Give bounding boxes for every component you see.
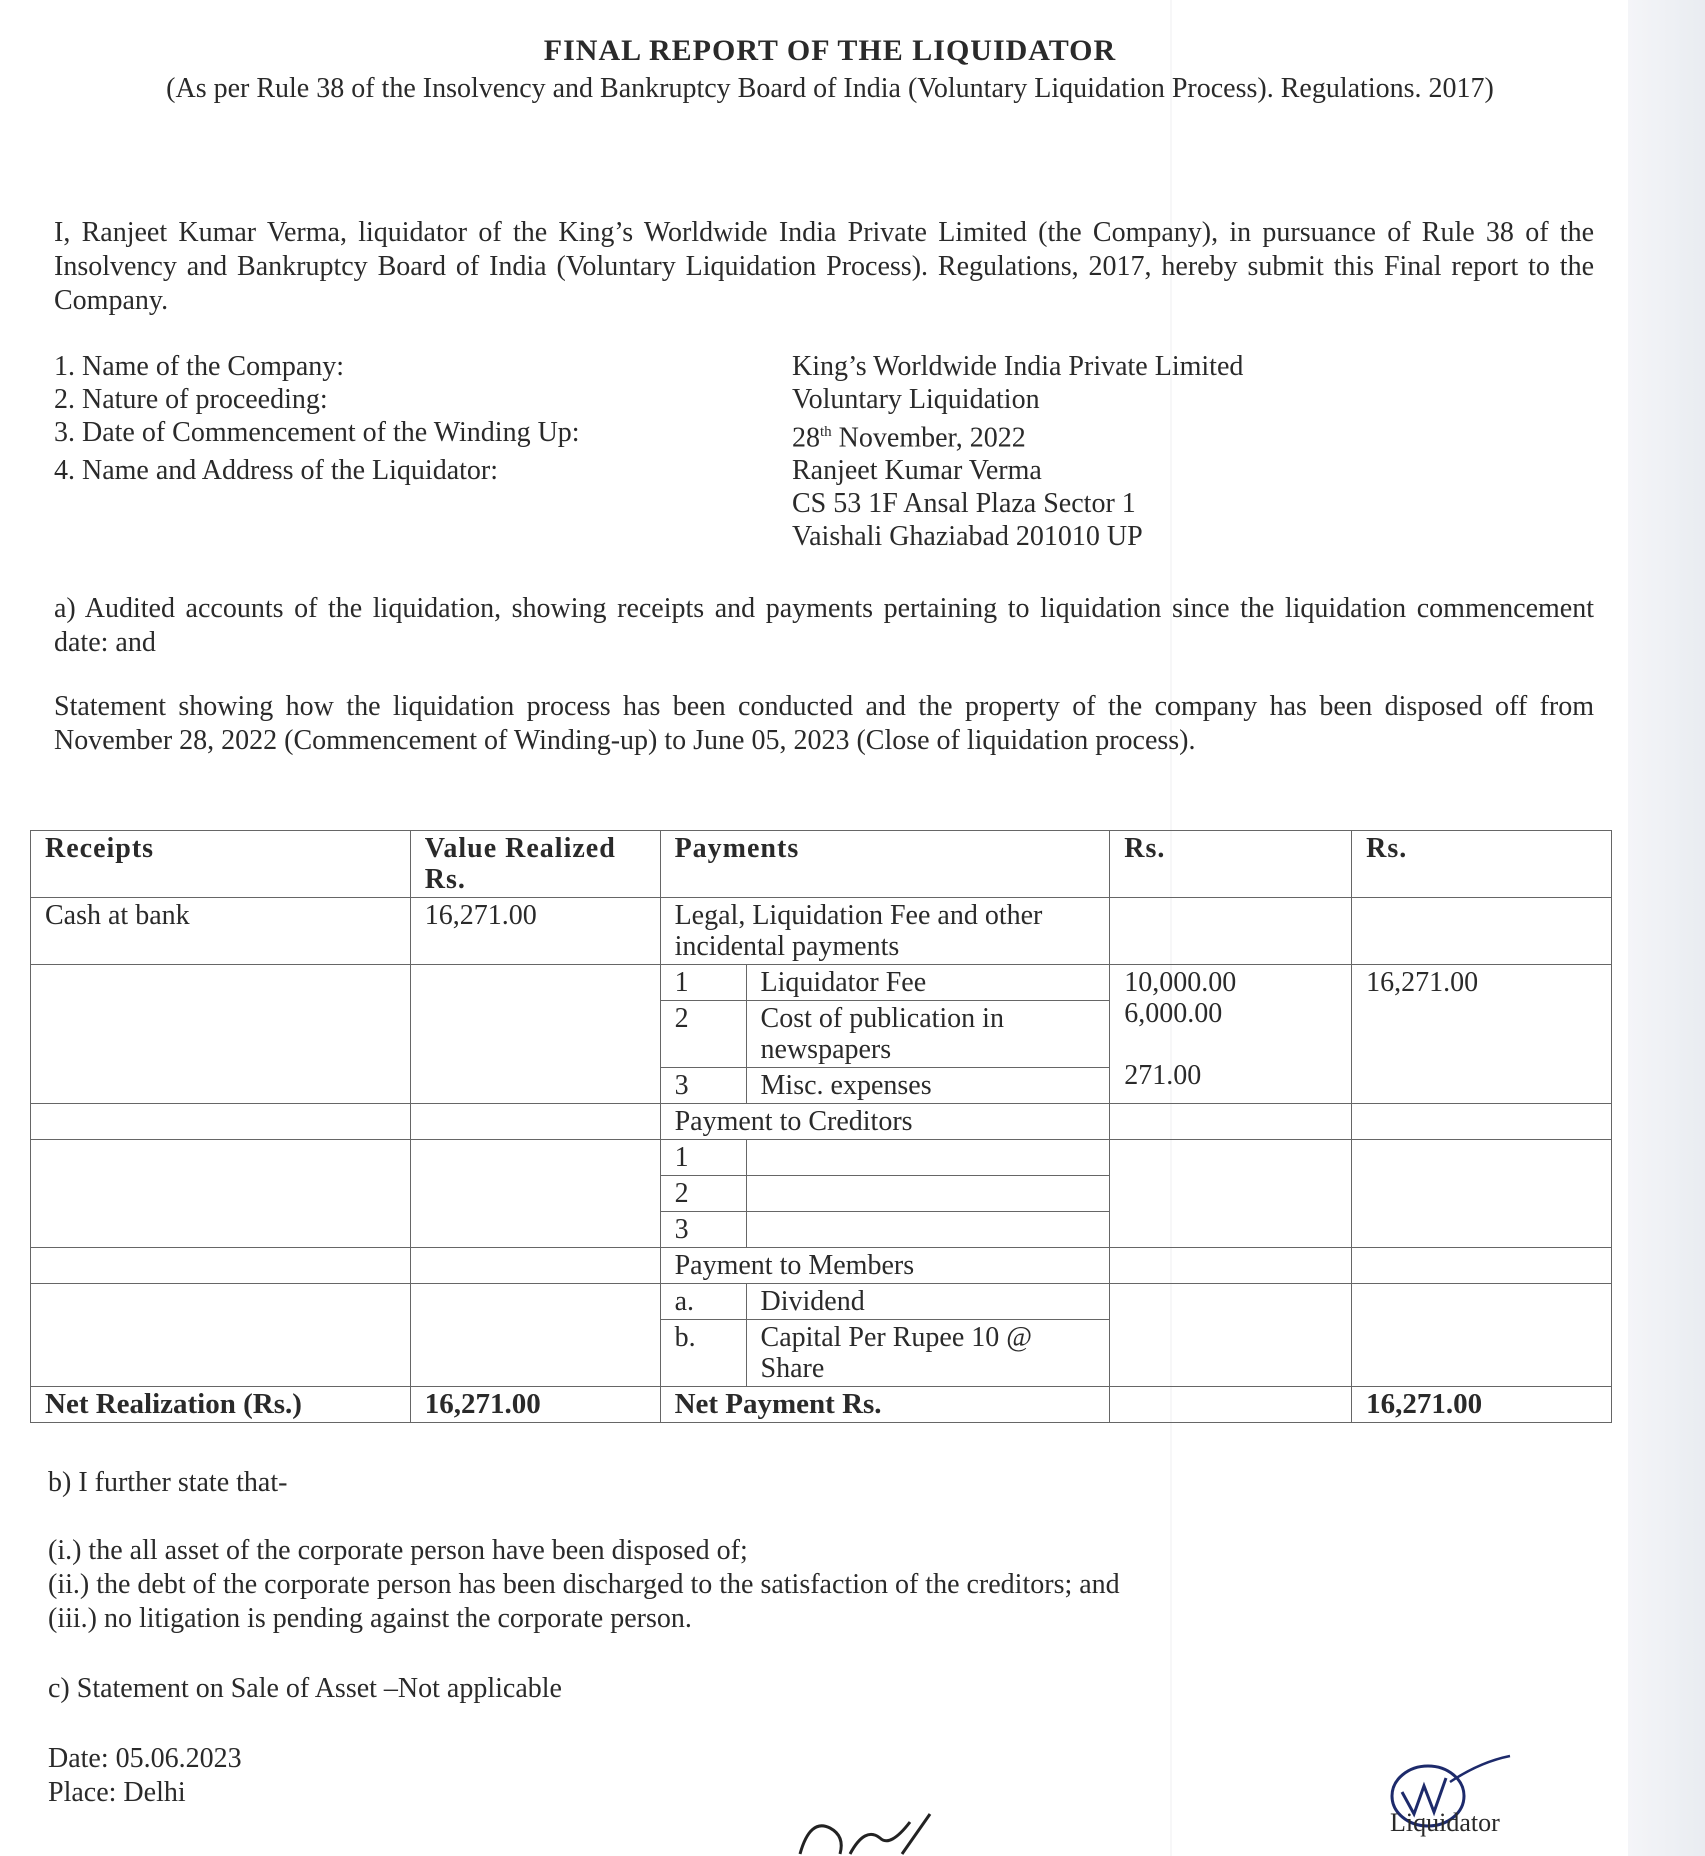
header-payments: Payments bbox=[660, 831, 1110, 898]
further-item: (i.) the all asset of the corporate person have been disposed of; bbox=[48, 1535, 748, 1566]
expense-amounts bbox=[1110, 965, 1352, 1104]
member-no: a. bbox=[660, 1284, 746, 1320]
expense-no: 3 bbox=[660, 1068, 746, 1104]
report-date: Date: 05.06.2023 bbox=[48, 1743, 242, 1774]
detail-value: Vaishali Ghaziabad 201010 UP bbox=[792, 521, 1143, 553]
detail-row bbox=[54, 416, 1554, 454]
detail-label bbox=[54, 487, 792, 520]
cash-at-bank-value: 16,271.00 bbox=[410, 898, 660, 965]
scan-edge bbox=[1628, 0, 1705, 1856]
table-total-row bbox=[31, 1387, 1612, 1423]
creditors-label: Payment to Creditors bbox=[660, 1104, 1110, 1140]
net-payment-label: Net Payment Rs. bbox=[660, 1387, 1110, 1423]
table-row bbox=[31, 1140, 1612, 1176]
document-subtitle: (As per Rule 38 of the Insolvency and Bankruptcy Board of India (Voluntary Liquidation Process). Regulations. 2017) bbox=[166, 73, 1494, 104]
detail-value: King’s Worldwide India Private Limited bbox=[792, 351, 1244, 382]
creditor-no: 3 bbox=[660, 1212, 746, 1248]
detail-row bbox=[54, 350, 1554, 383]
receipts-payments-table bbox=[30, 830, 1612, 1423]
detail-label: 3. Date of Commencement of the Winding Up: bbox=[54, 417, 580, 448]
intro-paragraph: I, Ranjeet Kumar Verma, liquidator of the King’s Worldwide India Private Limited (the Company), in pursuance of Rule 38 of the Insolvency and Bankruptcy Board of India (Voluntary Liquidation Process). Regulations, 2017, hereby submit this Final report to the Company. bbox=[54, 217, 1594, 316]
member-item: Capital Per Rupee 10 @ Share bbox=[746, 1320, 1110, 1387]
table-row bbox=[31, 1104, 1612, 1140]
detail-row bbox=[54, 487, 1554, 520]
detail-label: 4. Name and Address of the Liquidator: bbox=[54, 455, 499, 487]
member-no: b. bbox=[660, 1320, 746, 1387]
sale-statement: c) Statement on Sale of Asset –Not applicable bbox=[48, 1673, 562, 1704]
detail-row bbox=[54, 383, 1554, 416]
document-title: FINAL REPORT OF THE LIQUIDATOR bbox=[543, 34, 1117, 67]
header-rs: Rs. bbox=[1352, 831, 1612, 898]
accounts-paragraph: a) Audited accounts of the liquidation, showing receipts and payments pertaining to liquidation since the liquidation commencement date: and bbox=[54, 593, 1594, 658]
date-rest: November, 2022 bbox=[831, 422, 1026, 454]
detail-label bbox=[54, 520, 792, 553]
expense-item: Cost of publication in newspapers bbox=[746, 1001, 1110, 1068]
table-header-row bbox=[31, 831, 1612, 898]
table-row bbox=[31, 1248, 1612, 1284]
expense-amount: 6,000.00 bbox=[1124, 998, 1223, 1029]
date-place bbox=[48, 1742, 1588, 1810]
further-item: (iii.) no litigation is pending against the corporate person. bbox=[48, 1603, 692, 1634]
date-day: 28 bbox=[792, 422, 820, 454]
legal-fee-label: Legal, Liquidation Fee and other incidental payments bbox=[660, 898, 1110, 965]
table-row bbox=[31, 898, 1612, 965]
further-item: (ii.) the debt of the corporate person has been discharged to the satisfaction of the creditors; and bbox=[48, 1569, 1120, 1600]
net-realization-label: Net Realization (Rs.) bbox=[31, 1387, 411, 1423]
statement-paragraph: Statement showing how the liquidation process has been conducted and the property of the company has been disposed off from November 28, 2022 (Commencement of Winding-up) to June 05, 2023 (Close of liquidation process). bbox=[54, 691, 1594, 756]
detail-value: CS 53 1F Ansal Plaza Sector 1 bbox=[792, 488, 1136, 520]
expense-item: Misc. expenses bbox=[746, 1068, 1110, 1104]
members-label: Payment to Members bbox=[660, 1248, 1110, 1284]
date-suffix: th bbox=[820, 424, 832, 440]
member-item: Dividend bbox=[746, 1284, 1110, 1320]
header-receipts: Receipts bbox=[31, 831, 411, 898]
header-rs: Rs. bbox=[1110, 831, 1352, 898]
expense-amount: 10,000.00 bbox=[1124, 967, 1237, 998]
expense-no: 1 bbox=[660, 965, 746, 1001]
liquidator-label: Liquidator bbox=[1390, 1808, 1500, 1837]
cash-at-bank-label: Cash at bank bbox=[31, 898, 411, 965]
net-realization-value: 16,271.00 bbox=[410, 1387, 660, 1423]
table-row bbox=[31, 1284, 1612, 1320]
detail-label: 2. Nature of proceeding: bbox=[54, 384, 328, 415]
detail-value bbox=[792, 416, 1554, 454]
detail-label: 1. Name of the Company: bbox=[54, 351, 345, 382]
header-value-realized: Value Realized Rs. bbox=[410, 831, 660, 898]
expense-no: 2 bbox=[660, 1001, 746, 1068]
net-payment-value: 16,271.00 bbox=[1352, 1387, 1612, 1423]
expense-amount: 271.00 bbox=[1124, 1060, 1202, 1091]
expense-item: Liquidator Fee bbox=[746, 965, 1110, 1001]
report-place: Place: Delhi bbox=[48, 1777, 186, 1808]
creditor-no: 1 bbox=[660, 1140, 746, 1176]
further-list bbox=[48, 1534, 1588, 1636]
creditor-no: 2 bbox=[660, 1176, 746, 1212]
table-row bbox=[31, 965, 1612, 1001]
detail-value: Ranjeet Kumar Verma bbox=[792, 455, 1042, 487]
detail-value: Voluntary Liquidation bbox=[792, 384, 1040, 415]
further-heading: b) I further state that- bbox=[48, 1467, 288, 1498]
detail-row bbox=[54, 454, 1554, 487]
expense-total: 16,271.00 bbox=[1352, 965, 1612, 1104]
handwritten-signature bbox=[790, 1808, 960, 1856]
company-details bbox=[54, 350, 1554, 553]
detail-row bbox=[54, 520, 1554, 553]
